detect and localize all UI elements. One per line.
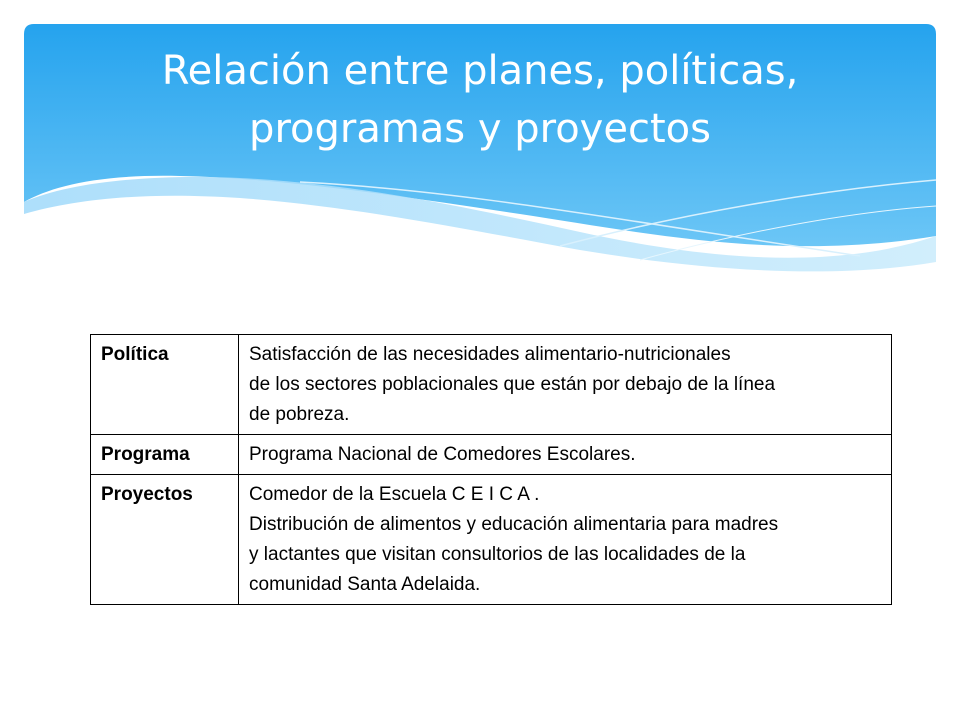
table-row — [91, 335, 892, 435]
description-line: Distribución de alimentos y educación alimentaria para madres — [249, 514, 779, 535]
description-line: Programa Nacional de Comedores Escolares. — [249, 444, 636, 465]
table-row — [91, 475, 892, 605]
row-description — [239, 435, 892, 475]
slide-title-line2: programas y proyectos — [249, 106, 711, 152]
row-description — [239, 335, 892, 435]
row-label: Programa — [91, 435, 239, 475]
row-label: Proyectos — [91, 475, 239, 605]
description-line: de los sectores poblacionales que están por debajo de la línea — [249, 374, 776, 395]
table-container — [90, 334, 892, 605]
relation-table — [90, 334, 892, 605]
description-line: comunidad Santa Adelaida. — [249, 574, 481, 595]
row-label: Política — [91, 335, 239, 435]
description-line: Satisfacción de las necesidades alimentario-nutricionales — [249, 344, 731, 365]
table-row — [91, 435, 892, 475]
slide-title — [24, 42, 936, 158]
description-line: Comedor de la Escuela C E I C A . — [249, 484, 540, 505]
slide-title-line1: Relación entre planes, políticas, — [161, 48, 799, 94]
description-line: y lactantes que visitan consultorios de las localidades de la — [249, 544, 746, 565]
row-description — [239, 475, 892, 605]
description-line: de pobreza. — [249, 404, 350, 425]
